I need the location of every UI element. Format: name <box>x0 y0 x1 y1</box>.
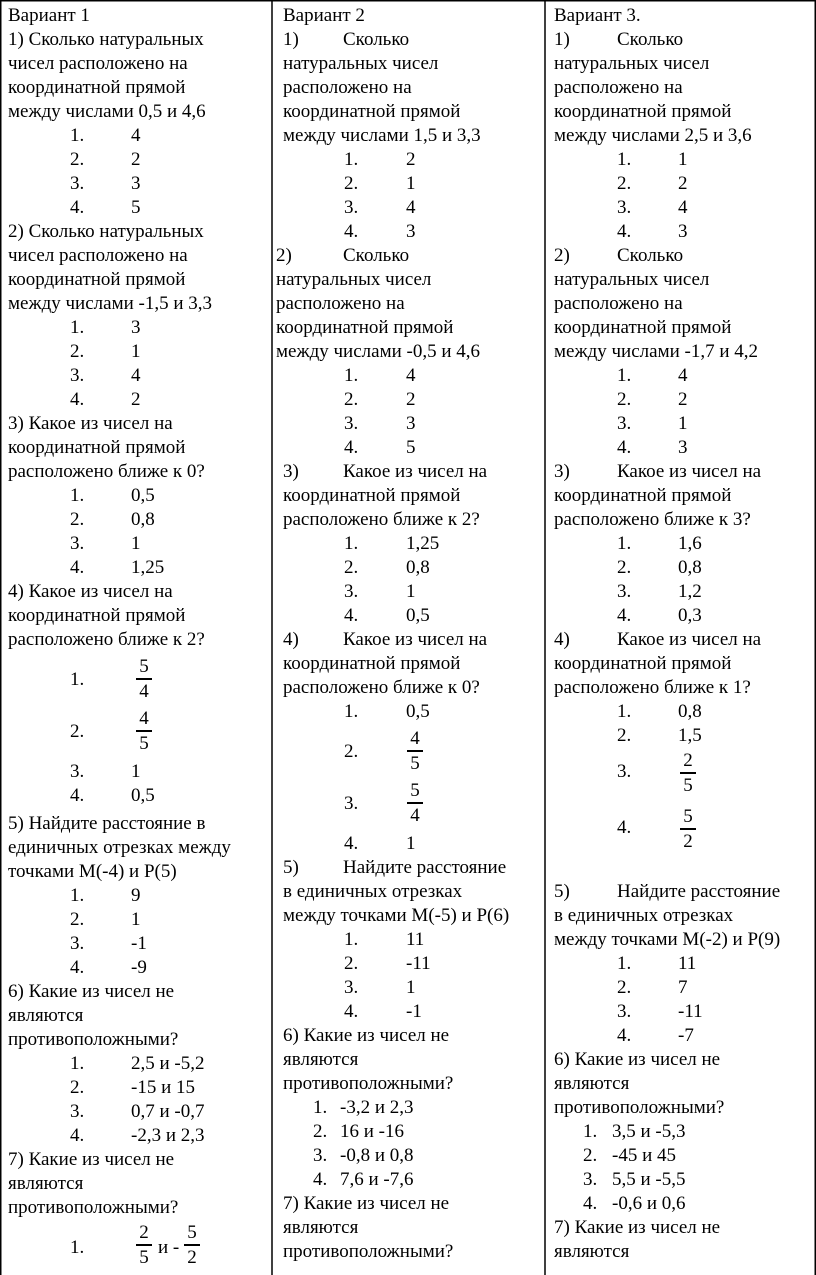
question-text-line: чисел расположено на <box>8 245 188 266</box>
option-value: 4 <box>131 125 141 146</box>
question-text-line: 4) Какое из чисел на <box>8 581 173 602</box>
option-value: 1,2 <box>678 581 702 602</box>
option-number: 4. <box>344 833 359 854</box>
option-value: -7 <box>678 1025 694 1046</box>
option-number: 3. <box>313 1145 328 1166</box>
option-number: 4. <box>313 1169 328 1190</box>
option-value: 5,5 и -5,5 <box>612 1169 686 1190</box>
fraction-numerator: 5 <box>683 806 693 827</box>
question-text-line: координатной прямой <box>283 485 461 506</box>
question-text-line: Какое из чисел на <box>617 629 762 650</box>
option-number: 1. <box>70 485 85 506</box>
question-text-line: являются <box>554 1241 630 1262</box>
option-number: 3. <box>70 173 85 194</box>
question-text-line: Сколько <box>617 29 684 50</box>
option-number: 4. <box>70 197 85 218</box>
fraction <box>676 750 700 798</box>
question-text-line: между числами 1,5 и 3,3 <box>283 125 481 146</box>
option-value: и - <box>158 1237 180 1258</box>
option-number: 4. <box>617 605 632 626</box>
option-value: 1 <box>678 413 688 434</box>
question-text-line: 6) Какие из чисел не <box>554 1049 721 1070</box>
option-value: 3 <box>678 437 688 458</box>
question-text-line: расположено на <box>283 77 412 98</box>
option-number: 4. <box>344 221 359 242</box>
question-text-line: расположено ближе к 3? <box>554 509 751 530</box>
option-value: 7,6 и -7,6 <box>340 1169 414 1190</box>
option-number: 4. <box>617 1025 632 1046</box>
question-text-line: координатной прямой <box>554 485 732 506</box>
option-value: -1 <box>406 1001 422 1022</box>
fraction-denominator: 4 <box>139 680 149 702</box>
option-number: 1. <box>344 149 359 170</box>
option-number: 4. <box>70 1125 85 1146</box>
option-number: 1. <box>70 125 85 146</box>
option-number: 2. <box>70 721 85 742</box>
option-value: 7 <box>678 977 688 998</box>
option-number: 2. <box>70 149 85 170</box>
question-text-line: 4) <box>554 629 570 650</box>
question-text-line: 1) <box>554 29 570 50</box>
option-number: 3. <box>617 581 632 602</box>
option-number: 3. <box>344 413 359 434</box>
option-value: 11 <box>678 953 697 974</box>
option-number: 4. <box>617 221 632 242</box>
option-value: 16 и -16 <box>340 1121 404 1142</box>
question-text-line: в единичных отрезках <box>554 905 734 926</box>
question-text-line: 2) <box>554 245 570 266</box>
option-number: 1. <box>70 1237 85 1258</box>
option-value: 3 <box>131 173 141 194</box>
question-text-line: 7) Какие из чисел не <box>283 1193 450 1214</box>
fraction <box>180 1222 204 1270</box>
option-number: 1. <box>617 701 632 722</box>
option-number: 3. <box>344 977 359 998</box>
question-text-line: 3) <box>283 461 299 482</box>
fraction <box>132 1222 156 1270</box>
question-text-line: Вариант 1 <box>8 5 90 26</box>
question-text-line: между числами 0,5 и 4,6 <box>8 101 206 122</box>
option-value: -11 <box>678 1001 703 1022</box>
option-value: 3 <box>678 221 688 242</box>
option-number: 3. <box>617 413 632 434</box>
option-number: 3. <box>70 933 85 954</box>
option-value: 0,8 <box>678 701 702 722</box>
option-value: 1,25 <box>131 557 165 578</box>
option-number: 2. <box>344 557 359 578</box>
option-number: 2. <box>583 1145 598 1166</box>
question-text-line: координатной прямой <box>8 605 186 626</box>
option-number: 4. <box>617 437 632 458</box>
option-number: 4. <box>70 957 85 978</box>
question-text-line: чисел расположено на <box>8 53 188 74</box>
option-number: 3. <box>583 1169 598 1190</box>
option-value: 4 <box>678 365 688 386</box>
question-text-line: 7) Какие из чисел не <box>554 1217 721 1238</box>
option-number: 1. <box>70 317 85 338</box>
option-number: 1. <box>313 1097 328 1118</box>
option-number: 2. <box>344 389 359 410</box>
question-text-line: Какое из чисел на <box>343 629 488 650</box>
option-value: 0,5 <box>406 701 430 722</box>
option-value: 1 <box>406 833 416 854</box>
option-number: 4. <box>70 785 85 806</box>
option-value: -0,6 и 0,6 <box>612 1193 686 1214</box>
question-text-line: являются <box>8 1005 84 1026</box>
option-value: 4 <box>131 365 141 386</box>
option-number: 2. <box>617 173 632 194</box>
fraction <box>132 656 156 704</box>
question-text-line: расположено на <box>554 77 683 98</box>
option-number: 4. <box>70 557 85 578</box>
question-text-line: натуральных чисел <box>554 53 710 74</box>
option-value: 2 <box>131 389 141 410</box>
question-text-line: являются <box>8 1173 84 1194</box>
fraction-numerator: 5 <box>410 780 420 801</box>
option-value: 1 <box>406 581 416 602</box>
question-text-line: противоположными? <box>8 1197 179 1218</box>
option-value: 0,8 <box>131 509 155 530</box>
fraction-denominator: 5 <box>139 732 149 754</box>
option-number: 1. <box>70 1053 85 1074</box>
question-text-line: координатной прямой <box>554 653 732 674</box>
option-number: 1. <box>344 701 359 722</box>
question-text-line: являются <box>283 1217 359 1238</box>
option-value: -15 и 15 <box>131 1077 195 1098</box>
question-text-line: между точками М(-5) и Р(6) <box>283 905 510 926</box>
question-text-line: координатной прямой <box>554 101 732 122</box>
question-text-line: являются <box>283 1049 359 1070</box>
option-value: 0,8 <box>678 557 702 578</box>
option-value: 9 <box>131 885 141 906</box>
option-value: 2 <box>131 149 141 170</box>
option-value: 1 <box>131 761 141 782</box>
question-text-line: Найдите расстояние <box>617 881 781 902</box>
question-text-line: Найдите расстояние <box>343 857 507 878</box>
question-text-line: между числами -1,5 и 3,3 <box>8 293 213 314</box>
option-number: 2. <box>70 509 85 530</box>
fraction-denominator: 4 <box>410 804 420 826</box>
option-value: 1 <box>678 149 688 170</box>
option-value: 11 <box>406 929 425 950</box>
question-text-line: 4) <box>283 629 299 650</box>
fraction-numerator: 4 <box>139 708 149 729</box>
question-text-line: Сколько <box>343 29 410 50</box>
question-text-line: расположено на <box>276 293 405 314</box>
option-number: 1. <box>617 149 632 170</box>
question-text-line: противоположными? <box>283 1241 454 1262</box>
option-number: 3. <box>70 533 85 554</box>
option-number: 3. <box>617 197 632 218</box>
option-number: 4. <box>344 437 359 458</box>
option-number: 3. <box>344 197 359 218</box>
question-text-line: натуральных чисел <box>276 269 432 290</box>
question-text-line: между числами 2,5 и 3,6 <box>554 125 752 146</box>
question-text-line: Какое из чисел на <box>343 461 488 482</box>
question-text-line: 1) Сколько натуральных <box>8 29 204 50</box>
question-text-line: 5) Найдите расстояние в <box>8 813 206 834</box>
question-text-line: противоположными? <box>8 1029 179 1050</box>
option-number: 4. <box>344 1001 359 1022</box>
fraction-denominator: 5 <box>139 1246 149 1268</box>
question-text-line: 2) Сколько натуральных <box>8 221 204 242</box>
fraction-numerator: 5 <box>187 1222 197 1243</box>
option-number: 4. <box>617 817 632 838</box>
option-value: 4 <box>406 197 416 218</box>
option-number: 2. <box>617 389 632 410</box>
question-text-line: между точками М(-2) и Р(9) <box>554 929 781 950</box>
option-number: 4. <box>344 605 359 626</box>
question-text-line: точками М(-4) и Р(5) <box>8 861 177 882</box>
option-number: 1. <box>344 365 359 386</box>
question-text-line: координатной прямой <box>283 653 461 674</box>
question-text-line: Вариант 2 <box>283 5 365 26</box>
option-value: 2 <box>406 149 416 170</box>
fraction-numerator: 4 <box>410 728 420 749</box>
question-text-line: расположено ближе к 0? <box>283 677 480 698</box>
option-number: 3. <box>70 1101 85 1122</box>
option-value: 1,6 <box>678 533 702 554</box>
question-text-line: Вариант 3. <box>554 5 641 26</box>
question-text-line: 3) <box>554 461 570 482</box>
option-value: 0,5 <box>406 605 430 626</box>
option-value: 1 <box>131 533 141 554</box>
option-value: 2 <box>678 173 688 194</box>
fraction-denominator: 2 <box>683 830 693 852</box>
option-number: 1. <box>344 533 359 554</box>
question-text-line: в единичных отрезках <box>283 881 463 902</box>
option-value: -1 <box>131 933 147 954</box>
option-number: 3. <box>617 761 632 782</box>
option-value: -45 и 45 <box>612 1145 676 1166</box>
option-value: 2 <box>406 389 416 410</box>
question-text-line: расположено ближе к 2? <box>8 629 205 650</box>
fraction-denominator: 5 <box>410 752 420 774</box>
option-number: 1. <box>70 885 85 906</box>
fraction-denominator: 2 <box>187 1246 197 1268</box>
question-text-line: 6) Какие из чисел не <box>283 1025 450 1046</box>
question-text-line: натуральных чисел <box>554 269 710 290</box>
fraction <box>676 806 700 854</box>
question-text-line: Сколько <box>343 245 410 266</box>
option-value: 0,5 <box>131 485 155 506</box>
question-text-line: между числами -0,5 и 4,6 <box>276 341 481 362</box>
option-value: -9 <box>131 957 147 978</box>
option-value: 3 <box>131 317 141 338</box>
option-value: 4 <box>406 365 416 386</box>
option-value: 1 <box>131 909 141 930</box>
option-value: 3 <box>406 221 416 242</box>
option-number: 4. <box>70 389 85 410</box>
question-text-line: Сколько <box>617 245 684 266</box>
question-text-line: расположено ближе к 2? <box>283 509 480 530</box>
question-text-line: координатной прямой <box>554 317 732 338</box>
question-text-line: 5) <box>283 857 299 878</box>
option-value: -2,3 и 2,3 <box>131 1125 205 1146</box>
question-text-line: натуральных чисел <box>283 53 439 74</box>
option-value: 2,5 и -5,2 <box>131 1053 205 1074</box>
question-text-line: 3) Какое из чисел на <box>8 413 173 434</box>
option-number: 3. <box>70 365 85 386</box>
question-text-line: координатной прямой <box>8 77 186 98</box>
option-value: 2 <box>678 389 688 410</box>
option-number: 4. <box>583 1193 598 1214</box>
fraction <box>403 728 427 776</box>
option-number: 2. <box>70 341 85 362</box>
question-text-line: 7) Какие из чисел не <box>8 1149 175 1170</box>
question-text-line: единичных отрезках между <box>8 837 231 858</box>
option-number: 1. <box>583 1121 598 1142</box>
option-number: 1. <box>70 669 85 690</box>
question-text-line: 1) <box>283 29 299 50</box>
option-value: -0,8 и 0,8 <box>340 1145 414 1166</box>
option-number: 1. <box>344 929 359 950</box>
option-value: 1,25 <box>406 533 440 554</box>
option-number: 1. <box>617 533 632 554</box>
option-number: 2. <box>617 725 632 746</box>
option-number: 3. <box>344 793 359 814</box>
question-text-line: координатной прямой <box>276 317 454 338</box>
question-text-line: 2) <box>276 245 292 266</box>
fraction-numerator: 2 <box>139 1222 149 1243</box>
option-number: 2. <box>313 1121 328 1142</box>
question-text-line: противоположными? <box>554 1097 725 1118</box>
option-value: 0,5 <box>131 785 155 806</box>
option-number: 2. <box>617 977 632 998</box>
question-text-line: расположено на <box>554 293 683 314</box>
question-text-line: координатной прямой <box>283 101 461 122</box>
question-text-line: координатной прямой <box>8 269 186 290</box>
option-value: 1,5 <box>678 725 702 746</box>
fraction <box>132 708 156 756</box>
option-number: 1. <box>617 953 632 974</box>
option-value: 1 <box>406 173 416 194</box>
fraction <box>403 780 427 828</box>
option-value: -11 <box>406 953 431 974</box>
option-number: 2. <box>70 1077 85 1098</box>
fraction-numerator: 5 <box>139 656 149 677</box>
option-number: 1. <box>617 365 632 386</box>
question-text-line: координатной прямой <box>8 437 186 458</box>
option-number: 2. <box>344 741 359 762</box>
question-text-line: противоположными? <box>283 1073 454 1094</box>
question-text-line: между числами -1,7 и 4,2 <box>554 341 759 362</box>
fraction-numerator: 2 <box>683 750 693 771</box>
option-value: 3 <box>406 413 416 434</box>
question-text-line: 5) <box>554 881 570 902</box>
option-number: 2. <box>70 909 85 930</box>
option-value: 1 <box>131 341 141 362</box>
option-number: 3. <box>617 1001 632 1022</box>
question-text-line: Какое из чисел на <box>617 461 762 482</box>
question-text-line: расположено ближе к 0? <box>8 461 205 482</box>
option-number: 3. <box>344 581 359 602</box>
option-value: 1 <box>406 977 416 998</box>
option-value: -3,2 и 2,3 <box>340 1097 414 1118</box>
option-value: 5 <box>406 437 416 458</box>
option-value: 0,8 <box>406 557 430 578</box>
option-value: 0,7 и -0,7 <box>131 1101 205 1122</box>
question-text-line: расположено ближе к 1? <box>554 677 751 698</box>
option-number: 2. <box>617 557 632 578</box>
question-text-line: 6) Какие из чисел не <box>8 981 175 1002</box>
option-number: 2. <box>344 173 359 194</box>
option-value: 3,5 и -5,3 <box>612 1121 686 1142</box>
option-number: 2. <box>344 953 359 974</box>
option-value: 4 <box>678 197 688 218</box>
option-number: 3. <box>70 761 85 782</box>
question-text-line: являются <box>554 1073 630 1094</box>
option-value: 0,3 <box>678 605 702 626</box>
fraction-denominator: 5 <box>683 774 693 796</box>
option-value: 5 <box>131 197 141 218</box>
